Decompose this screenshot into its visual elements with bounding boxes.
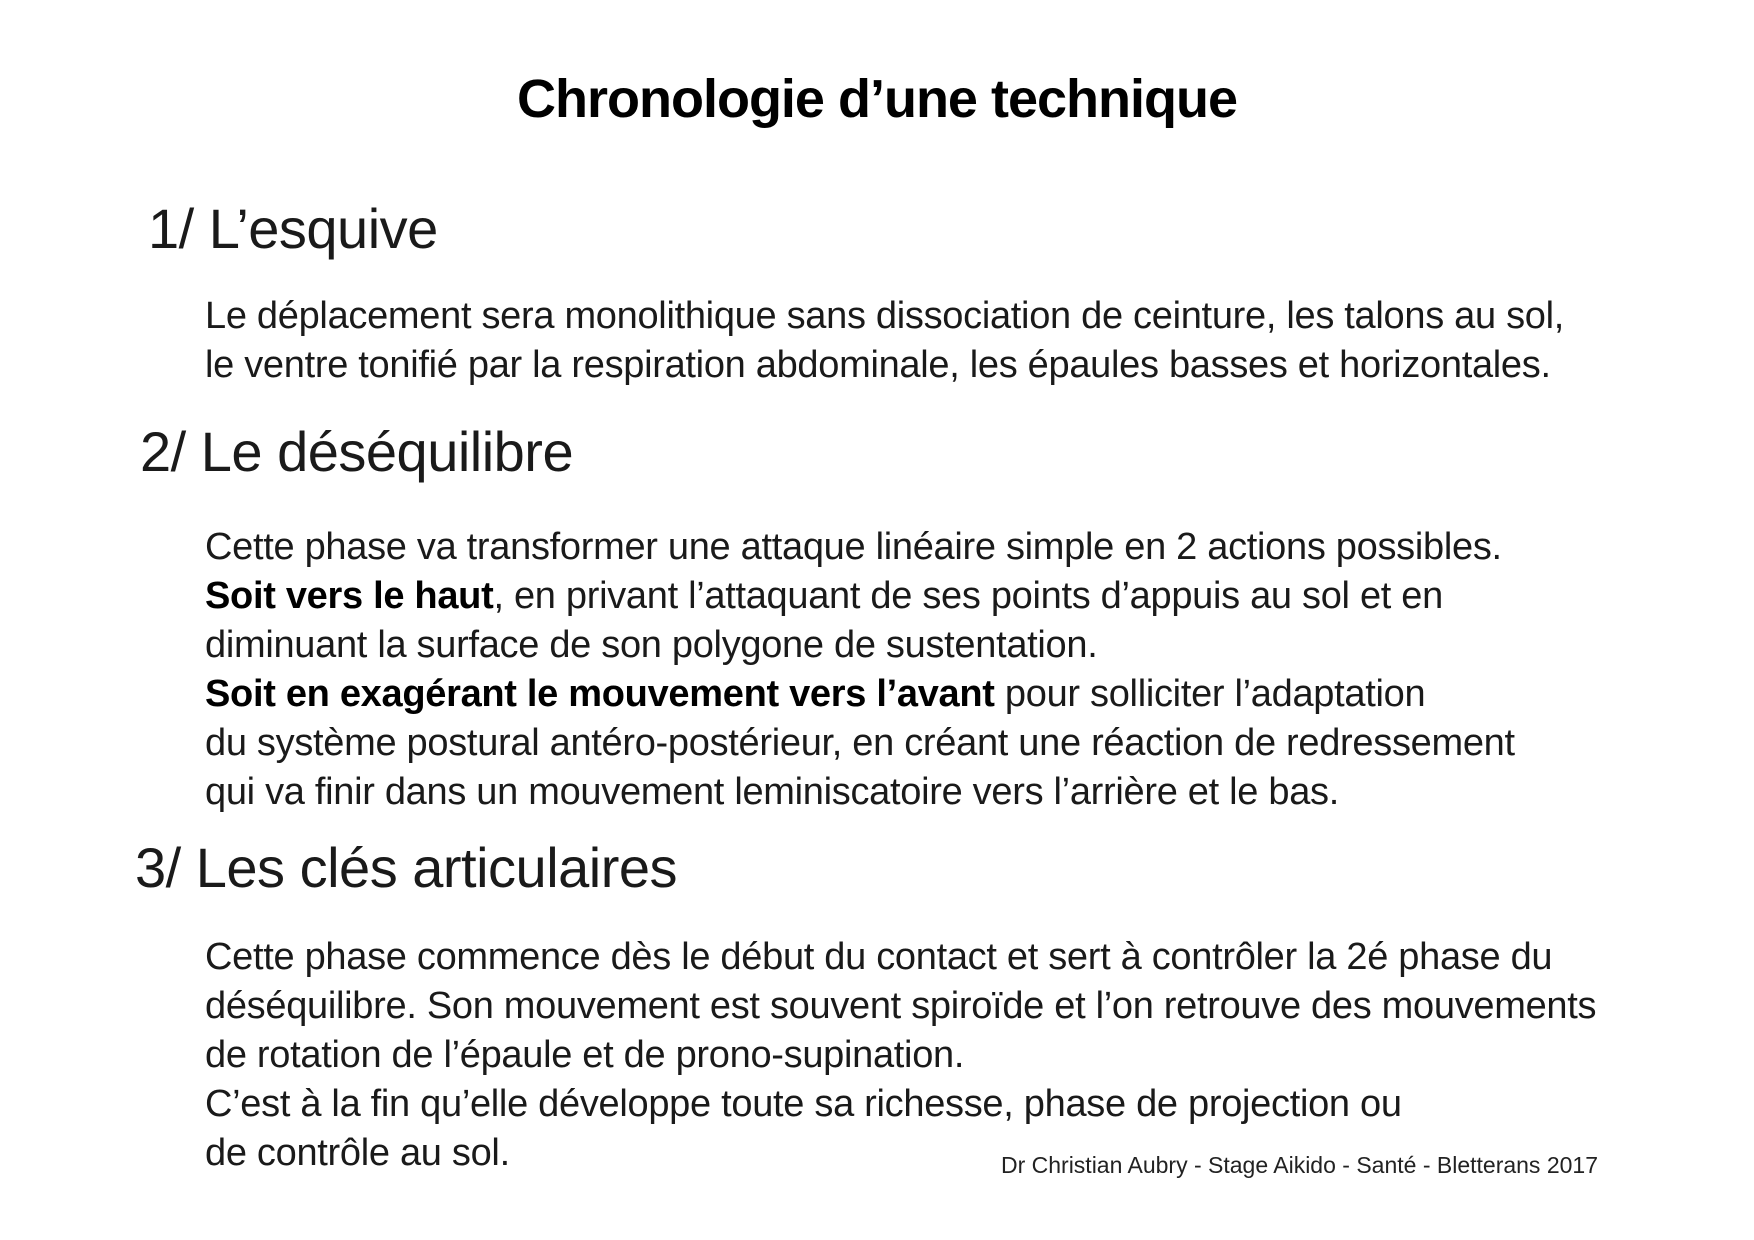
- section-3-heading: 3/ Les clés articulaires: [135, 836, 678, 899]
- slide-title: Chronologie d’une technique: [517, 69, 1237, 129]
- bold-text-segment: Soit vers le haut: [205, 575, 494, 617]
- text-segment: qui va finir dans un mouvement leminiscatoire vers l’arrière et le bas.: [205, 771, 1339, 813]
- text-segment: diminuant la surface de son polygone de sustentation.: [205, 624, 1098, 666]
- text-segment: C’est à la fin qu’elle développe toute sa richesse, phase de projection ou: [205, 1083, 1402, 1125]
- footer-credit: Dr Christian Aubry - Stage Aikido - Santé - Bletterans 2017: [1000, 1152, 1598, 1178]
- text-line: [205, 572, 1515, 621]
- text-line: [205, 933, 1596, 982]
- section-3-body: [205, 933, 1596, 1178]
- section-1-heading: 1/ L’esquive: [148, 197, 438, 260]
- text-segment: déséquilibre. Son mouvement est souvent spiroïde et l’on retrouve des mouvements: [205, 985, 1597, 1027]
- text-line: [205, 341, 1564, 390]
- text-line: [205, 1031, 1596, 1080]
- text-segment: le ventre tonifié par la respiration abdominale, les épaules basses et horizontales.: [205, 344, 1551, 386]
- text-segment: Cette phase commence dès le début du contact et sert à contrôler la 2é phase du: [205, 936, 1553, 978]
- text-line: [205, 670, 1515, 719]
- section-1-body: [205, 292, 1564, 390]
- text-line: [205, 292, 1564, 341]
- text-segment: de contrôle au sol.: [205, 1132, 510, 1174]
- text-segment: pour solliciter l’adaptation: [994, 673, 1426, 715]
- text-segment: du système postural antéro-postérieur, en créant une réaction de redressement: [205, 722, 1515, 764]
- section-2-body: [205, 523, 1515, 817]
- text-line: [205, 1080, 1596, 1129]
- text-line: [205, 523, 1515, 572]
- text-segment: Le déplacement sera monolithique sans dissociation de ceinture, les talons au sol,: [205, 295, 1565, 337]
- bold-text-segment: Soit en exagérant le mouvement vers l’avant: [205, 673, 995, 715]
- section-2-heading: 2/ Le déséquilibre: [140, 420, 574, 483]
- text-line: [205, 768, 1515, 817]
- text-segment: de rotation de l’épaule et de prono-supination.: [205, 1034, 965, 1076]
- text-line: [205, 621, 1515, 670]
- text-segment: Cette phase va transformer une attaque linéaire simple en 2 actions possibles.: [205, 526, 1502, 568]
- text-line: [205, 719, 1515, 768]
- text-segment: , en privant l’attaquant de ses points d’appuis au sol et en: [493, 575, 1443, 617]
- text-line: [205, 982, 1596, 1031]
